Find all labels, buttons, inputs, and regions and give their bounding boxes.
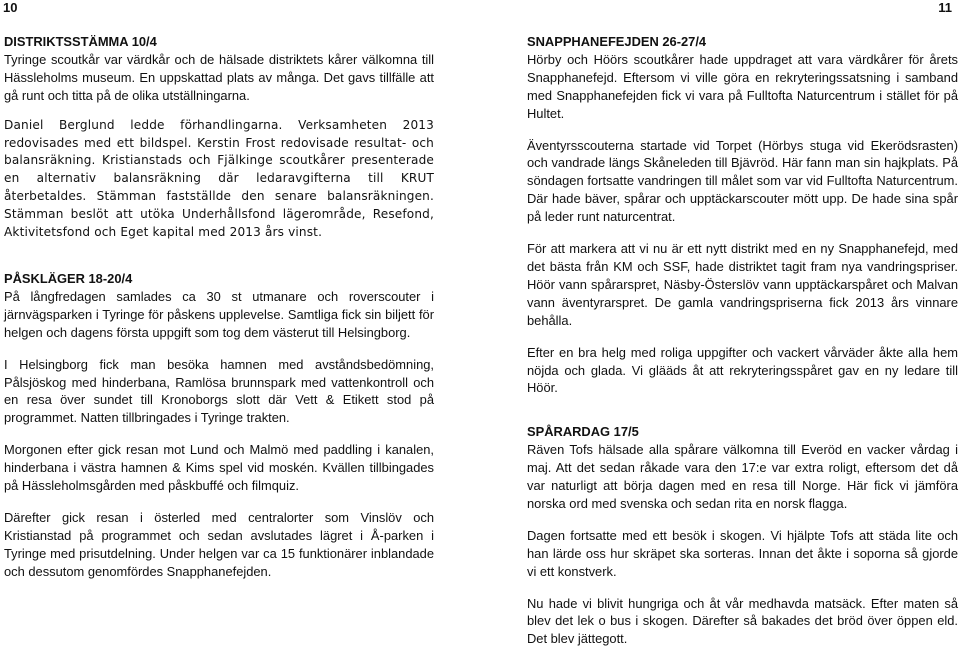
paragraph-pasklager-helsingborg: I Helsingborg fick man besöka hamnen med avståndsbedömning, Pålsjöskog med hinderbana, Ramlösa brunnspark med vattenkontroll och en resa över sundet till Kronoborgs slott där Vett & Etikett stod på programmet. Natten tillbringades i Tyringe trakten.	[4, 356, 434, 426]
right-column	[527, 33, 958, 648]
paragraph-snapphanefejden-end: Efter en bra helg med roliga uppgifter och vackert vårväder åkte alla hem nöjda och glada. Vi glääds åt att rekryteringsspåret gav en ny ledare till Höör.	[527, 344, 958, 396]
paragraph-snapphanefejden-hike: Äventyrsscouterna startade vid Torpet (Hörbys stuga vid Ekerödsrasten) och vandrade längs Skåneleden till Bjävröd. Här fann man sin hajkplats. På söndagen fortsatte vandringen till målet som var vid Fulltofta Naturcentrum. Där hade bäver, spårar och upptäckarscouter mött upp. De hade sina spår på leder runt naturcentrat.	[527, 137, 958, 225]
heading-pasklager: PÅSKLÄGER 18-20/4	[4, 270, 133, 286]
paragraph-snapphanefejden-intro: Hörby och Höörs scoutkårer hade uppdraget att vara värdkårer för årets Snapphanefejd. Eftersom vi ville göra en rekryteringssatsning i samband med Snapphanefejden fick vi vara på Fulltofta Naturcentrum i stället för på Hultet.	[527, 51, 958, 121]
paragraph-pasklager-start: På långfredagen samlades ca 30 st utmanare och roverscouter i järnvägsparken i Tyringe för påskens upplevelse. Samtliga fick sin biljett för helgen och dagens första uppgift som tog dem västerut till Helsingborg.	[4, 288, 434, 340]
page-number-left: 10	[3, 0, 18, 15]
paragraph-snapphanefejden-prizes: För att markera att vi nu är ett nytt distrikt med en ny Snapphanefejd, med det bästa från KM och SSF, hade distriktet tagit fram nya vandringspriser. Höör vann spårarspret, Näsby-Österslöv vann upptäckarspåret och Malvan vann äventyrarspret. De gamla vandringspriserna fick 2013 års vinnare behålla.	[527, 241, 958, 328]
heading-spardag: SPÅRARDAG 17/5	[527, 424, 639, 440]
page-number-right: 11	[938, 0, 952, 15]
paragraph-pasklager-finale: Därefter gick resan i österled med centralorter som Vinslöv och Kristianstad på programmet och sedan avslutades lägret i Å-parken i Tyringe med prisutdelning. Under helgen var ca 15 funktionärer inblandade och dessutom genomfördes Snapphanefejden.	[4, 509, 434, 579]
paragraph-spardag-norway: Räven Tofs hälsade alla spårare välkomna till Everöd en vacker vårdag i maj. Att det sedan råkade vara den 17:e var extra roligt, eftersom det då var naturligt att börja dagen med en resa till Norge. Här fick vi jämföra norska ord med svenska och sedan rita en norsk flagga.	[527, 442, 958, 511]
paragraph-spardag-lunch: Nu hade vi blivit hungriga och åt vår medhavda matsäck. Efter maten så blev det lek o bus i skogen. Därefter så bakades det bröd över öppen eld. Det blev jättegott.	[527, 595, 958, 647]
paragraph-spardag-forest: Dagen fortsatte med ett besök i skogen. Vi hjälpte Tofs att städa lite och han lärde oss hur skräpet ska sorteras. Innan det åkte i soporna så gjorde vi ett konstverk.	[527, 527, 958, 579]
heading-distriktsstamma: DISTRIKTSSTÄMMA 10/4	[4, 34, 157, 49]
left-column	[4, 33, 434, 581]
paragraph-pasklager-lund-malmo: Morgonen efter gick resan mot Lund och Malmö med paddling i kanalen, hinderbana i västra hamnen & Kims spel vid moskén. Kvällen tillbingades på Hässleholmsgården med påskbuffé och filmquiz.	[4, 442, 434, 494]
paragraph-distriktsstamma-proceedings: Daniel Berglund ledde förhandlingarna. Verksamheten 2013 redovisades med ett bildspel. Kerstin Frost redovisade resultat- och balansräkning. Kristianstads och Fjälkinge scoutkårer presenterade en alternativ balansräkning där ledaravgifterna till KRUT återbetaldes. Stämman fastställde den senare balansräkningen. Stämman beslöt att utöka Underhållsfond lägerområde, Resefond, Aktivitetsfond och Eget kapital med 2013 års vinst.	[4, 117, 434, 240]
paragraph-distriktsstamma-intro: Tyringe scoutkår var värdkår och de hälsade distriktets kårer välkomna till Hässleholms museum. En uppskattad plats av många. Det gavs tillfälle att gå runt och titta på de olika utställningarna.	[4, 51, 434, 103]
heading-snapphanefejden: SNAPPHANEFEJDEN 26-27/4	[527, 34, 707, 49]
